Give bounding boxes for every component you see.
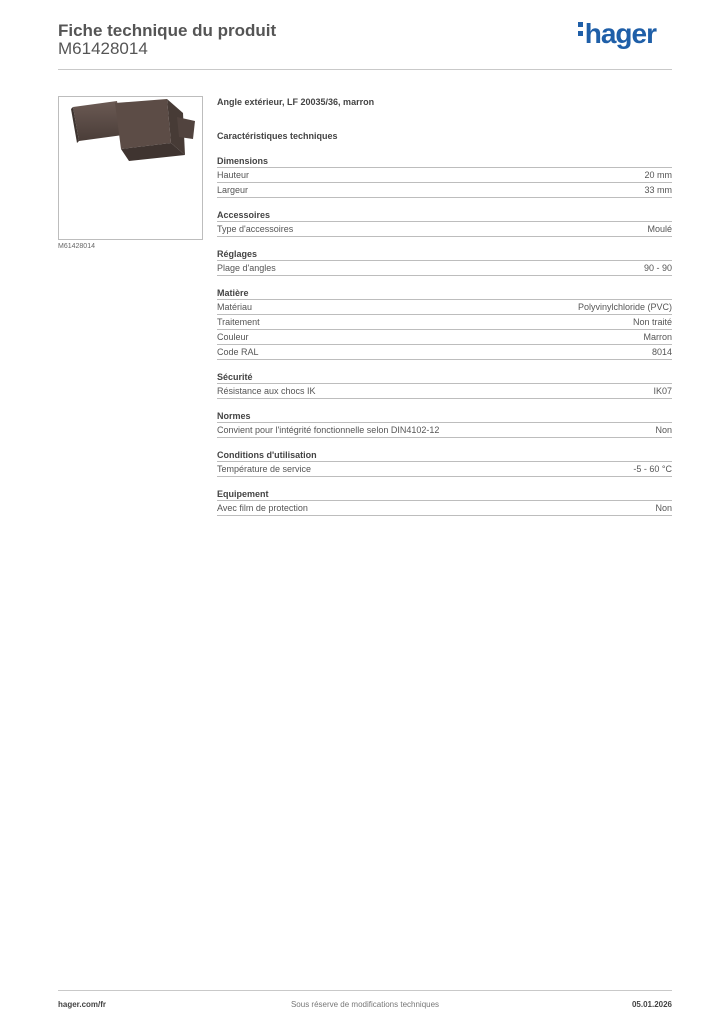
section-title: Conditions d'utilisation xyxy=(217,449,672,462)
spec-row xyxy=(217,423,672,438)
spec-value: Non xyxy=(655,425,672,435)
section-title: Réglages xyxy=(217,248,672,261)
section-title: Dimensions xyxy=(217,155,672,168)
spec-label: Traitement xyxy=(217,317,260,327)
spec-label: Matériau xyxy=(217,302,253,312)
section-title: Sécurité xyxy=(217,371,672,384)
spec-value: Moulé xyxy=(647,224,672,234)
spec-value: Marron xyxy=(643,332,672,342)
spec-row xyxy=(217,222,672,237)
product-name: Angle extérieur, LF 20035/36, marron xyxy=(217,97,375,107)
spec-label: Couleur xyxy=(217,332,249,342)
product-reference: M61428014 xyxy=(58,39,148,58)
spec-section xyxy=(217,287,672,360)
spec-label: Largeur xyxy=(217,185,249,195)
document-footer xyxy=(58,990,672,1016)
spec-section xyxy=(217,155,672,198)
section-title: Equipement xyxy=(217,488,672,501)
spec-row xyxy=(217,384,672,399)
spec-row xyxy=(217,462,672,477)
image-caption: M61428014 xyxy=(58,243,95,250)
spec-label: Convient pour l'intégrité fonctionnelle selon DIN4102-12 xyxy=(217,425,440,435)
spec-section xyxy=(217,248,672,276)
footer-date: 05.01.2026 xyxy=(631,1000,672,1009)
spec-row xyxy=(217,315,672,330)
section-title: Matière xyxy=(217,287,672,300)
spec-section xyxy=(217,209,672,237)
spec-label: Résistance aux chocs IK xyxy=(217,386,316,396)
spec-value: -5 - 60 °C xyxy=(633,464,672,474)
spec-value: 8014 xyxy=(651,347,672,357)
spec-label: Hauteur xyxy=(217,170,250,180)
spec-value: 20 mm xyxy=(644,170,672,180)
spec-row xyxy=(217,345,672,360)
footer-disclaimer: Sous réserve de modifications techniques xyxy=(290,1000,440,1009)
spec-label: Température de service xyxy=(217,464,312,474)
spec-value: Polyvinylchloride (PVC) xyxy=(577,302,672,312)
specs-title: Caractéristiques techniques xyxy=(217,131,338,141)
spec-value: 33 mm xyxy=(644,185,672,195)
hager-logo xyxy=(578,18,656,50)
specifications-panel xyxy=(217,96,672,516)
section-title: Accessoires xyxy=(217,209,672,222)
spec-row xyxy=(217,330,672,345)
spec-section xyxy=(217,488,672,516)
spec-label: Type d'accessoires xyxy=(217,224,294,234)
document-title: Fiche technique du produit xyxy=(58,21,277,40)
spec-value: IK07 xyxy=(653,386,672,396)
spec-value: Non xyxy=(655,503,672,513)
spec-row xyxy=(217,168,672,183)
section-title: Normes xyxy=(217,410,672,423)
spec-section xyxy=(217,371,672,399)
document-header xyxy=(58,18,672,70)
logo-dots-icon xyxy=(578,18,584,40)
product-angle-image xyxy=(59,97,202,239)
spec-section xyxy=(217,410,672,438)
spec-value: Non traité xyxy=(632,317,672,327)
spec-row xyxy=(217,183,672,198)
spec-row xyxy=(217,261,672,276)
spec-sections xyxy=(217,155,672,516)
spec-label: Code RAL xyxy=(217,347,259,357)
logo-text: hager xyxy=(584,18,656,49)
footer-website[interactable]: hager.com/fr xyxy=(58,1000,107,1009)
spec-label: Plage d'angles xyxy=(217,263,276,273)
product-image xyxy=(58,96,203,240)
spec-label: Avec film de protection xyxy=(217,503,308,513)
spec-section xyxy=(217,449,672,477)
spec-value: 90 - 90 xyxy=(643,263,672,273)
spec-row xyxy=(217,501,672,516)
spec-row xyxy=(217,300,672,315)
